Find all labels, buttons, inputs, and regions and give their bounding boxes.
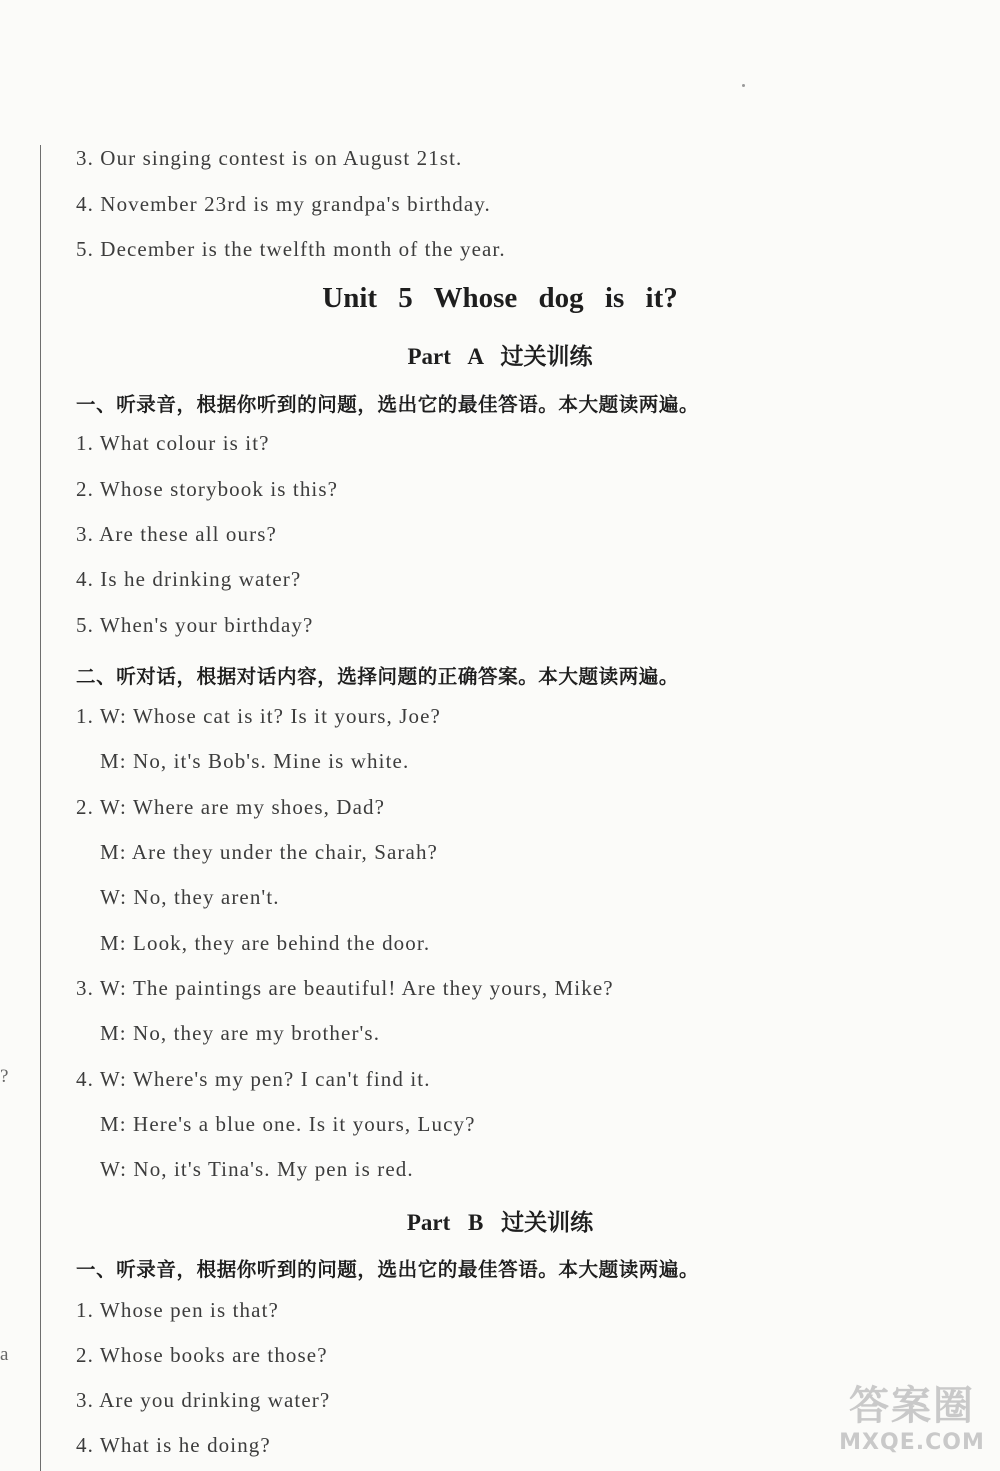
dialogue-line: W: No, they aren't. xyxy=(100,885,280,909)
dialogue-line: M: Are they under the chair, Sarah? xyxy=(100,840,438,864)
part-a-question-5: 5. When's your birthday? xyxy=(76,613,314,637)
edge-mark-letter: a xyxy=(0,1344,9,1365)
part-a-section1-heading: 一、听录音，根据你听到的问题，选出它的最佳答语。本大题读两遍。 xyxy=(76,393,700,416)
part-b-question-4: 4. What is he doing? xyxy=(76,1433,271,1457)
dialogue-line: M: No, they are my brother's. xyxy=(100,1021,381,1045)
dialogue-line: 4. W: Where's my pen? I can't find it. xyxy=(76,1067,431,1091)
unit-title: Unit 5 Whose dog is it? xyxy=(322,282,678,314)
dialogue-line: M: No, it's Bob's. Mine is white. xyxy=(100,749,410,773)
part-a-question-1: 1. What colour is it? xyxy=(76,431,270,455)
part-b-question-2: 2. Whose books are those? xyxy=(76,1343,328,1367)
scan-speck xyxy=(742,84,745,87)
part-a-section2-heading: 二、听对话，根据对话内容，选择问题的正确答案。本大题读两遍。 xyxy=(76,665,680,688)
part-b-question-3: 3. Are you drinking water? xyxy=(76,1388,331,1412)
dialogue-line: W: No, it's Tina's. My pen is red. xyxy=(100,1157,414,1181)
part-b-title: Part B 过关训练 xyxy=(406,1210,594,1235)
dialogue-line: M: Look, they are behind the door. xyxy=(100,931,431,955)
part-a-question-4: 4. Is he drinking water? xyxy=(76,567,302,591)
carryover-line-3: 3. Our singing contest is on August 21st. xyxy=(76,146,463,170)
watermark-logo xyxy=(828,1382,996,1470)
carryover-line-5: 5. December is the twelfth month of the year. xyxy=(76,237,506,261)
part-a-question-3: 3. Are these all ours? xyxy=(76,522,277,546)
carryover-line-4: 4. November 23rd is my grandpa's birthday. xyxy=(76,192,491,216)
edge-mark-question: ? xyxy=(0,1066,9,1087)
dialogue-line: M: Here's a blue one. Is it yours, Lucy? xyxy=(100,1112,476,1136)
dialogue-line: 3. W: The paintings are beautiful! Are they yours, Mike? xyxy=(76,976,614,1000)
watermark-url: MXQE.COM xyxy=(839,1430,985,1455)
part-b-section1-heading: 一、听录音，根据你听到的问题，选出它的最佳答语。本大题读两遍。 xyxy=(76,1258,700,1281)
part-a-question-2: 2. Whose storybook is this? xyxy=(76,477,339,501)
part-b-question-1: 1. Whose pen is that? xyxy=(76,1298,279,1322)
part-a-title: Part A 过关训练 xyxy=(407,344,593,369)
dialogue-line: 1. W: Whose cat is it? Is it yours, Joe? xyxy=(76,704,441,728)
dialogue-line: 2. W: Where are my shoes, Dad? xyxy=(76,795,386,819)
watermark-text: 答案圈 xyxy=(849,1383,975,1429)
